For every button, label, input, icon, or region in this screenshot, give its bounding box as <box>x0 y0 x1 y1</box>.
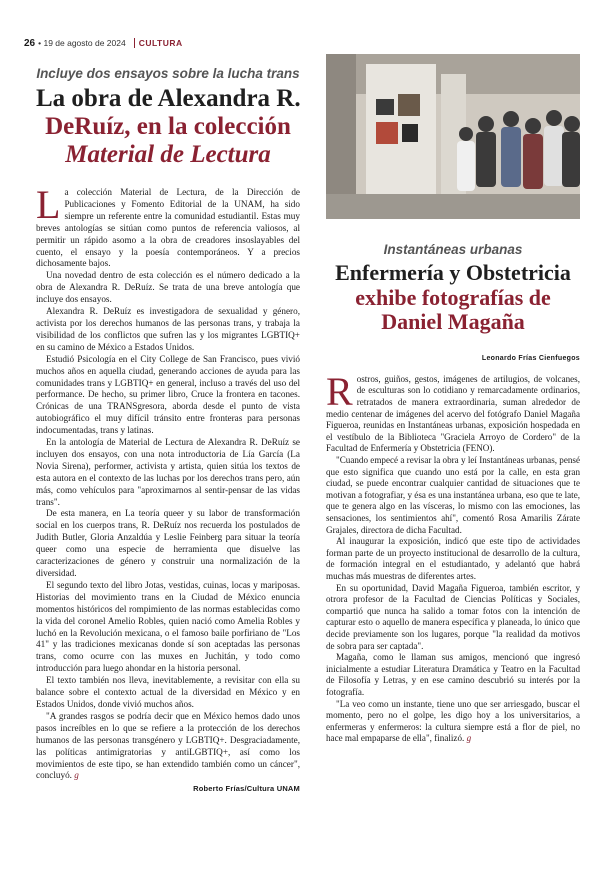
section-name: CULTURA <box>138 38 183 48</box>
paragraph: Estudió Psicología en el City College de San Francisco, pues vivió muchos años en aquella ciudad, generando acciones de ayuda para las comunidades trans y LGBTIQ+ en general, incluso a través del uso del performance. De hecho, su primer libro, Cruce la frontera en tacones. Crónicas de una TRANSgresora, aborda desde el punto de vista autobiográfico el muy difícil tránsito entre fronteras para personas indocumentadas, trans y latinas. <box>36 353 300 436</box>
end-mark-icon: g <box>466 733 472 744</box>
headline-line-2: DeRuíz, en la colección <box>45 113 291 140</box>
issue-date: • 19 de agosto de 2024 <box>38 38 126 48</box>
article-instantaneas-urbanas <box>326 242 580 745</box>
exhibition-photo-illustration <box>326 54 580 219</box>
paragraph: De esta manera, en La teoría queer y su labor de transformación social en los cuerpos trans, R. DeRuíz nos recuerda los postulados de Judith Butler, Gloria Anzaldúa y Leslie Feinberg para situar la teoría queer como una especie de herramienta que disuelve las caracterizaciones de género y construir una normalización de la diversidad. <box>36 508 300 578</box>
article-headline <box>36 85 300 169</box>
paragraph: Alexandra R. DeRuíz es investigadora de sexualidad y género, activista por los derechos humanos de las personas trans, y trabaja la visibilidad de los conflictos que sufren las y los migrantes LGBTIQ+ en su camino de México a Estados Unidos. <box>36 306 300 352</box>
headline-line-1: Enfermería y Obstetricia <box>335 260 571 285</box>
paragraph: Una novedad dentro de esta colección es el número dedicado a la obra de Alexandra R. DeRuíz. Se trata de una breve antología que incluye dos ensayos. <box>36 270 300 305</box>
headline-line-3: Material de Lectura <box>65 141 271 168</box>
article-body <box>326 368 580 745</box>
article-author: Leonardo Frías Cienfuegos <box>481 354 580 362</box>
drop-cap: L <box>36 182 61 227</box>
article-kicker: Instantáneas urbanas <box>383 242 523 257</box>
article-kicker: Incluye dos ensayos sobre la lucha trans <box>36 66 300 81</box>
header-divider <box>134 38 135 48</box>
paragraph: El texto también nos lleva, inevitablemente, a revisitar con ella su balance sobre el contexto actual de la diversidad en México y en Estados Unidos, donde vivió muchos años. <box>36 675 300 709</box>
paragraph: Al inaugurar la exposición, indicó que este tipo de actividades forman parte de un proyecto institucional de desarrollo de la cultura, de formación integral en el estudiantado, y adelantó que habrá muchas más muestras de diferentes artes. <box>326 536 580 581</box>
paragraph: En su oportunidad, David Magaña Figueroa, también escritor, y otrora profesor de la Facultad de Ciencias Políticas y Sociales, compartió que nunca ha salido a tomar fotos con la intención de capturar esto o aquello de manera específica y planeada, lo único que decide previamente son los lugares, porque "la realidad da motivos de sobra para ser captada". <box>326 582 580 651</box>
end-mark-icon: g <box>74 770 79 781</box>
article-alexandra-deruiz <box>36 66 300 793</box>
article-credit: Roberto Frías/Cultura UNAM <box>193 784 300 794</box>
headline-line-2: exhibe fotografías de <box>355 284 551 310</box>
paragraph: "A grandes rasgos se podría decir que en México hemos dado unos pasos increíbles en lo que se refiere a la protección de los derechos humanos de las personas transgénero y LGBTIQ+. Desgraciadamente, las políticas antimigratorias y antiLGBTIQ+, así como los movimientos de este tipo, se han extendido también como un cáncer", concluyó. g <box>36 710 300 781</box>
paragraph: Magaña, como le llaman sus amigos, mencionó que ingresó inicialmente a estudiar Literatura Dramática y Teatro en la Facultad de Filosofía y Letras, y en ese camino descubrió su interés por la fotografía. <box>326 652 580 697</box>
drop-cap: R <box>326 368 353 414</box>
paragraph: "Cuando empecé a revisar la obra y leí Instantáneas urbanas, pensé que esto significa que cuando uno está por la calle, en esta gran ciudad, se puede encontrar cualquier cantidad de situaciones que te motivan a fotografiar, y ésa es una instantánea urbana, eso que te late, que te genera algo en las vísceras, lo mismo con las emociones, las sensaciones, los sentimientos ahí", comentó Rosa Amarilis Zárate Grajales, directora de dicha Facultad. <box>326 455 580 535</box>
headline-line-1: La obra de Alexandra R. <box>36 85 301 112</box>
paragraph: El segundo texto del libro Jotas, vestidas, cuinas, locas y mariposas. Historias del movimiento trans en la Ciudad de México enuncia momentos históricos del rompimiento de las normas establecidas como la vida del coronel Amelio Robles, quien nació como Amelia Robles y luchó en la Revolución mexicana, o el famoso baile porfiriano de "Los 41" y las tradiciones mexicanas donde sí son aceptadas las personas trans, como ocurre con las muxes en Juchitán, y todo como introducción para luego ahondar en la historia personal. <box>36 579 300 674</box>
paragraph: La colección Material de Lectura, de la Dirección de Publicaciones y Fomento Editorial de la UNAM, ha sido siempre un referente entre la comunidad estudiantil. Estas muy breves antologías se sitúan como puntos de referencia valiosos, al permitir un rápido asomo a la obra de creadores insoslayables del cuento, el ensayo y la poesía contemporáneos. Y a precios dichosamente bajos. <box>36 182 300 269</box>
article-body <box>36 182 300 782</box>
exhibition-photo <box>326 54 580 219</box>
page-number: 26 <box>24 37 36 49</box>
headline-line-3: Daniel Magaña <box>381 309 525 335</box>
paragraph: "La veo como un instante, tiene uno que ser arriesgado, buscar el momento, pero no el golpe, les digo hoy a los universitarios, a enfermeras y enfermeros: la cultura siempre está a flor de piel, no hace mal empaparse de ella", finalizó. g <box>326 698 580 744</box>
paragraph: Rostros, guiños, gestos, imágenes de artilugios, de volcanes, de esculturas son lo cotidiano y remarcadamente ordinarios, retratados de manera extraordinaria, suman alrededor de medio centenar de imágenes del acervo del fotógrafo Daniel Magaña Figueroa, reunidas en Instantáneas urbanas, exposición hospedada en el vestíbulo de la Biblioteca "Graciela Arroyo de Cordero" de la Facultad de Enfermería y Obstetricia (FENO). <box>326 368 580 454</box>
paragraph: En la antología de Material de Lectura de Alexandra R. DeRuíz se incluyen dos ensayos, con una nota introductoria de Lía García (La Novia Sirena), performer, activista y artista, quien sitúa los textos de esta autora en el contexto de las luchas por los derechos trans pero, aún más, como vehículos para "aproximarnos al sentir-pensar de las vidas trans". <box>36 437 300 507</box>
page-header <box>24 36 584 50</box>
article-headline <box>326 261 580 335</box>
